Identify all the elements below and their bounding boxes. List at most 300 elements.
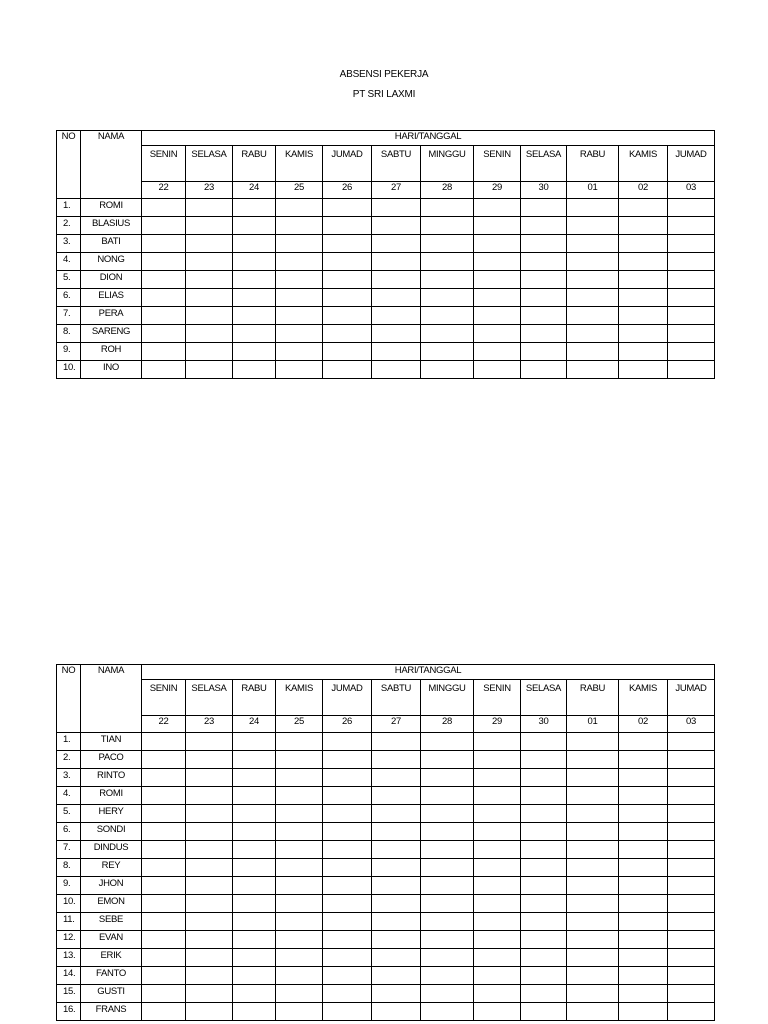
attendance-cell [142, 967, 186, 985]
attendance-cell [474, 913, 521, 931]
worker-name: BATI [81, 235, 142, 253]
attendance-cell [276, 307, 323, 325]
row-number: 8. [57, 325, 81, 343]
attendance-cell [521, 733, 567, 751]
attendance-cell [233, 967, 276, 985]
attendance-cell [421, 253, 474, 271]
attendance-cell [619, 823, 668, 841]
attendance-cell [372, 361, 421, 379]
header-day: KAMIS [619, 146, 668, 182]
worker-name: TIAN [81, 733, 142, 751]
attendance-cell [323, 217, 372, 235]
attendance-cell [521, 253, 567, 271]
attendance-cell [668, 967, 715, 985]
row-number: 5. [57, 805, 81, 823]
attendance-cell [186, 931, 233, 949]
attendance-cell [668, 271, 715, 289]
attendance-cell [619, 985, 668, 1003]
attendance-cell [567, 967, 619, 985]
attendance-cell [186, 217, 233, 235]
attendance-cell [323, 289, 372, 307]
attendance-cell [323, 913, 372, 931]
attendance-cell [567, 733, 619, 751]
header-day: SENIN [142, 146, 186, 182]
attendance-cell [668, 913, 715, 931]
row-number: 12. [57, 931, 81, 949]
attendance-cell [619, 949, 668, 967]
attendance-cell [233, 877, 276, 895]
table-row [57, 985, 715, 1003]
attendance-cell [421, 931, 474, 949]
attendance-cell [421, 733, 474, 751]
attendance-cell [668, 253, 715, 271]
worker-name: EVAN [81, 931, 142, 949]
attendance-cell [619, 769, 668, 787]
attendance-cell [521, 199, 567, 217]
attendance-cell [421, 787, 474, 805]
attendance-cell [372, 733, 421, 751]
attendance-cell [186, 859, 233, 877]
attendance-cell [567, 271, 619, 289]
attendance-cell [142, 769, 186, 787]
row-number: 5. [57, 271, 81, 289]
attendance-cell [521, 235, 567, 253]
attendance-cell [619, 895, 668, 913]
attendance-cell [421, 361, 474, 379]
attendance-cell [276, 931, 323, 949]
attendance-cell [421, 343, 474, 361]
attendance-cell [276, 967, 323, 985]
attendance-cell [668, 895, 715, 913]
attendance-cell [668, 361, 715, 379]
attendance-cell [186, 877, 233, 895]
table-row [57, 877, 715, 895]
attendance-cell [276, 253, 323, 271]
table-row [57, 361, 715, 379]
header-date: 23 [186, 182, 233, 199]
attendance-table-1 [56, 130, 715, 379]
attendance-cell [142, 1003, 186, 1021]
attendance-cell [142, 787, 186, 805]
attendance-cell [521, 787, 567, 805]
attendance-cell [619, 859, 668, 877]
attendance-cell [474, 253, 521, 271]
row-number: 6. [57, 289, 81, 307]
attendance-cell [142, 217, 186, 235]
attendance-cell [372, 769, 421, 787]
attendance-cell [186, 1003, 233, 1021]
attendance-cell [186, 271, 233, 289]
worker-name: REY [81, 859, 142, 877]
attendance-cell [668, 859, 715, 877]
attendance-cell [372, 289, 421, 307]
attendance-cell [474, 877, 521, 895]
attendance-cell [276, 841, 323, 859]
attendance-cell [276, 913, 323, 931]
worker-name: PACO [81, 751, 142, 769]
worker-name: ROMI [81, 199, 142, 217]
attendance-cell [142, 841, 186, 859]
header-day: SABTU [372, 680, 421, 716]
attendance-cell [619, 361, 668, 379]
header-date: 30 [521, 182, 567, 199]
attendance-cell [619, 271, 668, 289]
attendance-cell [372, 895, 421, 913]
attendance-cell [567, 877, 619, 895]
document-title: ABSENSI PEKERJA [339, 69, 429, 80]
attendance-cell [323, 823, 372, 841]
attendance-cell [233, 769, 276, 787]
attendance-cell [567, 343, 619, 361]
header-day: RABU [567, 680, 619, 716]
attendance-cell [521, 877, 567, 895]
attendance-cell [276, 217, 323, 235]
header-date: 29 [474, 716, 521, 733]
attendance-cell [233, 289, 276, 307]
header-date: 27 [372, 716, 421, 733]
header-date: 25 [276, 716, 323, 733]
company-name: PT SRI LAXMI [352, 89, 416, 100]
attendance-cell [521, 985, 567, 1003]
header-day: SELASA [521, 146, 567, 182]
row-number: 3. [57, 235, 81, 253]
attendance-cell [668, 343, 715, 361]
attendance-cell [668, 217, 715, 235]
attendance-cell [372, 931, 421, 949]
worker-name: SONDI [81, 823, 142, 841]
worker-name: DINDUS [81, 841, 142, 859]
row-number: 2. [57, 751, 81, 769]
attendance-cell [474, 751, 521, 769]
attendance-cell [567, 217, 619, 235]
attendance-cell [233, 859, 276, 877]
attendance-cell [233, 913, 276, 931]
attendance-cell [276, 985, 323, 1003]
attendance-cell [567, 199, 619, 217]
header-date: 28 [421, 182, 474, 199]
attendance-cell [276, 343, 323, 361]
header-date: 23 [186, 716, 233, 733]
table-row [57, 859, 715, 877]
attendance-cell [619, 913, 668, 931]
attendance-cell [567, 787, 619, 805]
attendance-cell [233, 217, 276, 235]
worker-name: INO [81, 361, 142, 379]
attendance-cell [276, 877, 323, 895]
attendance-cell [372, 751, 421, 769]
attendance-cell [619, 751, 668, 769]
attendance-cell [186, 913, 233, 931]
attendance-cell [186, 361, 233, 379]
attendance-cell [567, 913, 619, 931]
attendance-cell [233, 235, 276, 253]
attendance-cell [276, 361, 323, 379]
attendance-cell [567, 307, 619, 325]
attendance-cell [567, 253, 619, 271]
attendance-cell [186, 895, 233, 913]
attendance-cell [619, 787, 668, 805]
header-date: 29 [474, 182, 521, 199]
header-date: 03 [668, 716, 715, 733]
attendance-cell [233, 253, 276, 271]
attendance-cell [276, 769, 323, 787]
attendance-cell [186, 199, 233, 217]
attendance-cell [142, 823, 186, 841]
attendance-cell [421, 271, 474, 289]
attendance-cell [372, 787, 421, 805]
attendance-cell [323, 235, 372, 253]
attendance-cell [567, 1003, 619, 1021]
attendance-cell [372, 343, 421, 361]
attendance-cell [142, 985, 186, 1003]
worker-name: ROH [81, 343, 142, 361]
attendance-cell [372, 877, 421, 895]
attendance-cell [421, 877, 474, 895]
row-number: 4. [57, 787, 81, 805]
header-date: 25 [276, 182, 323, 199]
attendance-cell [474, 949, 521, 967]
worker-name: EMON [81, 895, 142, 913]
attendance-cell [421, 769, 474, 787]
header-no: NO [57, 131, 81, 199]
attendance-cell [521, 271, 567, 289]
attendance-cell [323, 271, 372, 289]
attendance-cell [186, 967, 233, 985]
attendance-cell [567, 859, 619, 877]
attendance-cell [521, 769, 567, 787]
attendance-cell [567, 289, 619, 307]
attendance-cell [668, 823, 715, 841]
attendance-cell [233, 931, 276, 949]
attendance-cell [567, 325, 619, 343]
row-number: 6. [57, 823, 81, 841]
attendance-cell [276, 895, 323, 913]
header-date: 02 [619, 716, 668, 733]
table-row [57, 913, 715, 931]
header-date: 02 [619, 182, 668, 199]
row-number: 7. [57, 841, 81, 859]
header-day: KAMIS [619, 680, 668, 716]
table-row [57, 253, 715, 271]
attendance-cell [619, 235, 668, 253]
attendance-cell [474, 289, 521, 307]
header-day: SENIN [474, 146, 521, 182]
attendance-cell [474, 217, 521, 235]
attendance-cell [521, 805, 567, 823]
attendance-cell [142, 235, 186, 253]
attendance-cell [521, 343, 567, 361]
attendance-cell [323, 769, 372, 787]
attendance-cell [567, 985, 619, 1003]
attendance-cell [142, 805, 186, 823]
worker-name: GUSTI [81, 985, 142, 1003]
attendance-cell [323, 343, 372, 361]
attendance-cell [233, 343, 276, 361]
attendance-cell [372, 805, 421, 823]
attendance-cell [521, 859, 567, 877]
attendance-cell [474, 769, 521, 787]
attendance-cell [142, 325, 186, 343]
attendance-cell [567, 949, 619, 967]
row-number: 9. [57, 877, 81, 895]
attendance-cell [567, 823, 619, 841]
worker-name: HERY [81, 805, 142, 823]
attendance-cell [668, 199, 715, 217]
attendance-cell [372, 859, 421, 877]
worker-name: BLASIUS [81, 217, 142, 235]
attendance-cell [323, 307, 372, 325]
header-day: SENIN [474, 680, 521, 716]
attendance-cell [186, 253, 233, 271]
header-nama: NAMA [81, 131, 142, 199]
attendance-cell [372, 823, 421, 841]
table-row [57, 1003, 715, 1021]
attendance-cell [521, 949, 567, 967]
attendance-cell [421, 985, 474, 1003]
attendance-cell [276, 805, 323, 823]
row-number: 16. [57, 1003, 81, 1021]
attendance-cell [421, 751, 474, 769]
attendance-cell [323, 985, 372, 1003]
attendance-cell [474, 343, 521, 361]
attendance-cell [421, 1003, 474, 1021]
attendance-cell [474, 931, 521, 949]
attendance-cell [619, 877, 668, 895]
attendance-cell [142, 253, 186, 271]
header-date: 22 [142, 716, 186, 733]
attendance-cell [233, 949, 276, 967]
attendance-cell [186, 841, 233, 859]
attendance-cell [474, 307, 521, 325]
attendance-cell [323, 1003, 372, 1021]
attendance-cell [372, 1003, 421, 1021]
attendance-cell [668, 949, 715, 967]
attendance-cell [619, 967, 668, 985]
attendance-cell [474, 733, 521, 751]
header-day: JUMAD [668, 680, 715, 716]
attendance-cell [474, 235, 521, 253]
row-number: 10. [57, 895, 81, 913]
attendance-cell [233, 841, 276, 859]
attendance-cell [619, 307, 668, 325]
attendance-cell [668, 985, 715, 1003]
attendance-cell [186, 805, 233, 823]
table-row [57, 769, 715, 787]
attendance-cell [323, 805, 372, 823]
attendance-cell [323, 931, 372, 949]
attendance-table-2 [56, 664, 715, 1021]
attendance-cell [421, 949, 474, 967]
attendance-cell [521, 307, 567, 325]
attendance-cell [276, 325, 323, 343]
attendance-cell [619, 805, 668, 823]
row-number: 10. [57, 361, 81, 379]
header-date: 28 [421, 716, 474, 733]
row-number: 14. [57, 967, 81, 985]
header-date: 26 [323, 716, 372, 733]
attendance-cell [276, 859, 323, 877]
row-number: 8. [57, 859, 81, 877]
attendance-cell [372, 253, 421, 271]
attendance-cell [276, 823, 323, 841]
attendance-cell [421, 307, 474, 325]
header-day: KAMIS [276, 680, 323, 716]
attendance-cell [276, 733, 323, 751]
attendance-cell [619, 253, 668, 271]
table-row [57, 343, 715, 361]
attendance-cell [142, 877, 186, 895]
attendance-cell [186, 325, 233, 343]
attendance-cell [233, 787, 276, 805]
attendance-cell [276, 949, 323, 967]
attendance-cell [474, 271, 521, 289]
attendance-cell [372, 271, 421, 289]
table-row [57, 823, 715, 841]
attendance-cell [421, 235, 474, 253]
attendance-cell [668, 733, 715, 751]
attendance-cell [474, 859, 521, 877]
header-hari-tanggal: HARI/TANGGAL [142, 665, 715, 680]
attendance-cell [421, 967, 474, 985]
header-day: JUMAD [668, 146, 715, 182]
attendance-cell [372, 307, 421, 325]
row-number: 1. [57, 733, 81, 751]
table-row [57, 733, 715, 751]
attendance-cell [474, 325, 521, 343]
row-number: 7. [57, 307, 81, 325]
attendance-cell [233, 1003, 276, 1021]
attendance-cell [323, 751, 372, 769]
attendance-cell [474, 823, 521, 841]
attendance-cell [619, 289, 668, 307]
attendance-cell [323, 361, 372, 379]
attendance-cell [186, 787, 233, 805]
attendance-cell [421, 823, 474, 841]
header-day: MINGGU [421, 146, 474, 182]
header-day: JUMAD [323, 146, 372, 182]
header-no: NO [57, 665, 81, 733]
attendance-cell [372, 199, 421, 217]
attendance-cell [668, 769, 715, 787]
attendance-cell [186, 769, 233, 787]
attendance-cell [567, 235, 619, 253]
attendance-cell [619, 217, 668, 235]
attendance-cell [567, 751, 619, 769]
attendance-cell [186, 985, 233, 1003]
attendance-cell [521, 841, 567, 859]
attendance-cell [668, 841, 715, 859]
attendance-cell [323, 877, 372, 895]
table-row [57, 307, 715, 325]
attendance-cell [142, 307, 186, 325]
attendance-cell [186, 751, 233, 769]
header-day: SELASA [186, 146, 233, 182]
header-day: SELASA [186, 680, 233, 716]
header-day: RABU [233, 680, 276, 716]
attendance-cell [619, 343, 668, 361]
attendance-cell [421, 199, 474, 217]
worker-name: ELIAS [81, 289, 142, 307]
header-date: 24 [233, 182, 276, 199]
attendance-cell [474, 841, 521, 859]
attendance-cell [233, 733, 276, 751]
row-number: 3. [57, 769, 81, 787]
attendance-cell [142, 361, 186, 379]
attendance-cell [668, 325, 715, 343]
attendance-cell [372, 841, 421, 859]
attendance-cell [421, 217, 474, 235]
attendance-cell [142, 913, 186, 931]
